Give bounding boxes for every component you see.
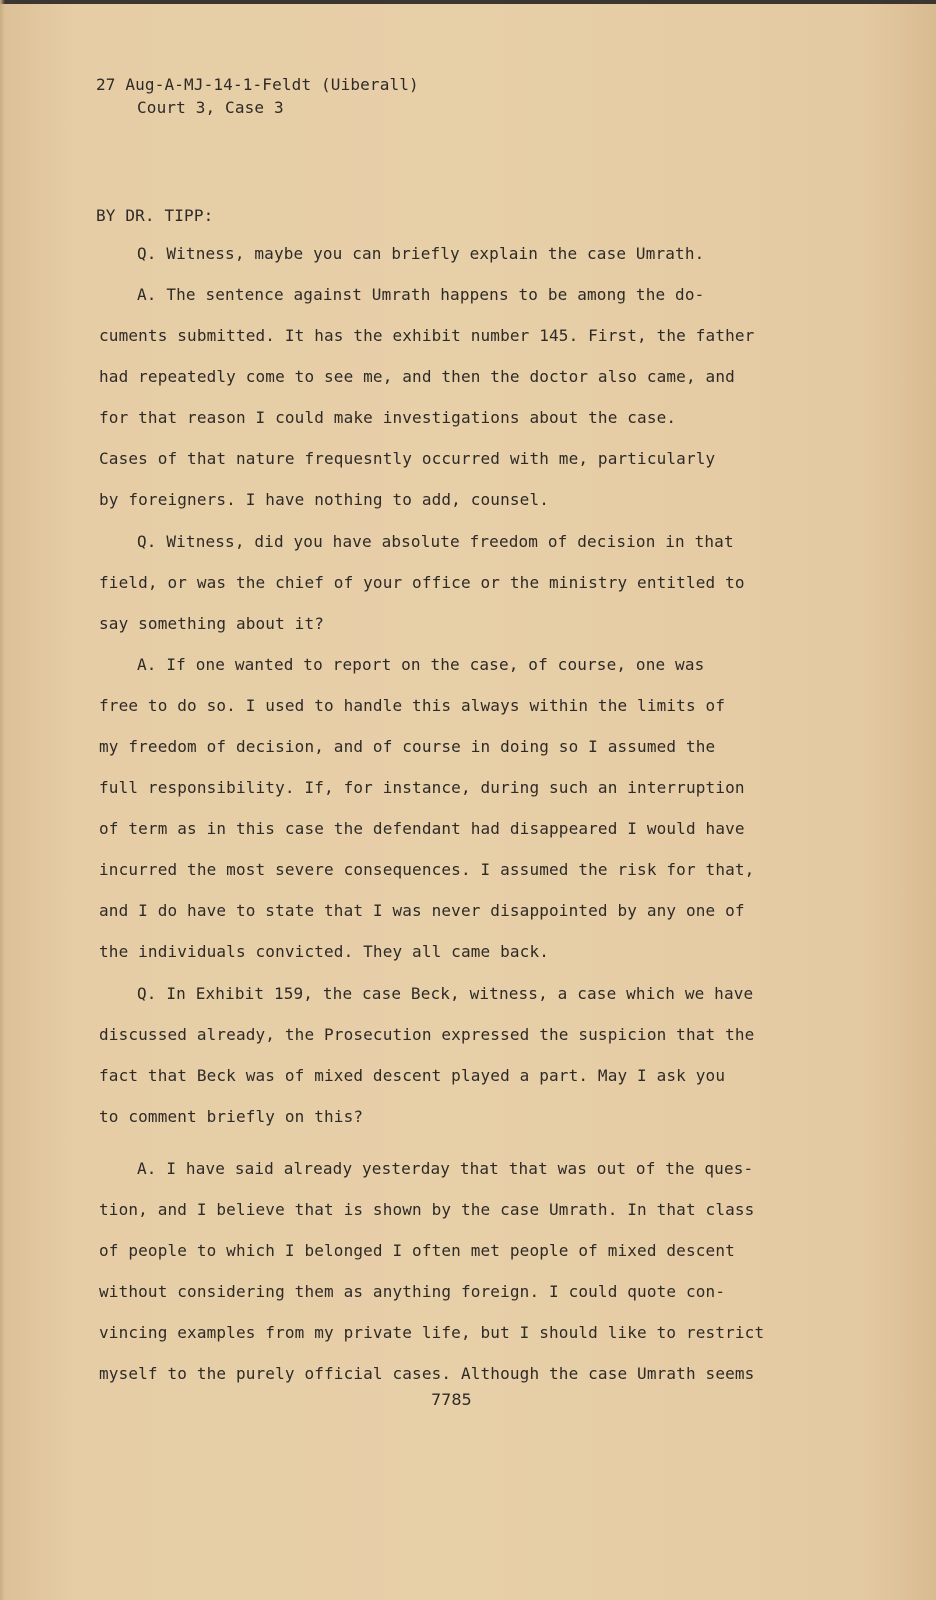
text-line: full responsibility. If, for instance, during such an interruption xyxy=(99,778,745,797)
left-edge xyxy=(0,0,5,1600)
text-line: incurred the most severe consequences. I assumed the risk for that, xyxy=(99,860,755,879)
text-line: discussed already, the Prosecution expressed the suspicion that the xyxy=(99,1025,755,1044)
text-line: cuments submitted. It has the exhibit number 145. First, the father xyxy=(99,326,755,345)
top-edge xyxy=(0,0,936,4)
text-line: the individuals convicted. They all came back. xyxy=(99,942,550,961)
text-line: Cases of that nature frequesntly occurred with me, particularly xyxy=(99,449,716,468)
text-line: fact that Beck was of mixed descent played a part. May I ask you xyxy=(99,1066,726,1085)
text-line: Q. In Exhibit 159, the case Beck, witness, a case which we have xyxy=(137,984,754,1003)
text-line: to comment briefly on this? xyxy=(99,1107,364,1126)
text-line: of people to which I belonged I often met people of mixed descent xyxy=(99,1241,735,1260)
text-line: say something about it? xyxy=(99,614,325,633)
text-line: had repeatedly come to see me, and then the doctor also came, and xyxy=(99,367,735,386)
text-line: A. If one wanted to report on the case, of course, one was xyxy=(137,655,705,674)
text-line: vincing examples from my private life, but I should like to restrict xyxy=(99,1323,765,1342)
examiner-heading: BY DR. TIPP: xyxy=(96,206,214,225)
text-line: myself to the purely official cases. Although the case Umrath seems xyxy=(99,1364,755,1383)
text-line: by foreigners. I have nothing to add, counsel. xyxy=(99,490,550,509)
text-line: Q. Witness, did you have absolute freedom of decision in that xyxy=(137,532,734,551)
header-line-2: Court 3, Case 3 xyxy=(137,98,284,117)
text-line: field, or was the chief of your office or the ministry entitled to xyxy=(99,573,745,592)
text-line: Q. Witness, maybe you can briefly explain the case Umrath. xyxy=(137,244,705,263)
page-number: 7785 xyxy=(431,1390,472,1409)
text-line: free to do so. I used to handle this always within the limits of xyxy=(99,696,726,715)
text-line: for that reason I could make investigations about the case. xyxy=(99,408,677,427)
header-line-1: 27 Aug-A-MJ-14-1-Feldt (Uiberall) xyxy=(96,75,419,94)
text-line: A. The sentence against Umrath happens to be among the do- xyxy=(137,285,705,304)
text-line: A. I have said already yesterday that that was out of the ques- xyxy=(137,1159,754,1178)
text-line: my freedom of decision, and of course in doing so I assumed the xyxy=(99,737,716,756)
text-line: and I do have to state that I was never disappointed by any one of xyxy=(99,901,745,920)
text-line: without considering them as anything foreign. I could quote con- xyxy=(99,1282,726,1301)
text-line: of term as in this case the defendant had disappeared I would have xyxy=(99,819,745,838)
text-line: tion, and I believe that is shown by the case Umrath. In that class xyxy=(99,1200,755,1219)
